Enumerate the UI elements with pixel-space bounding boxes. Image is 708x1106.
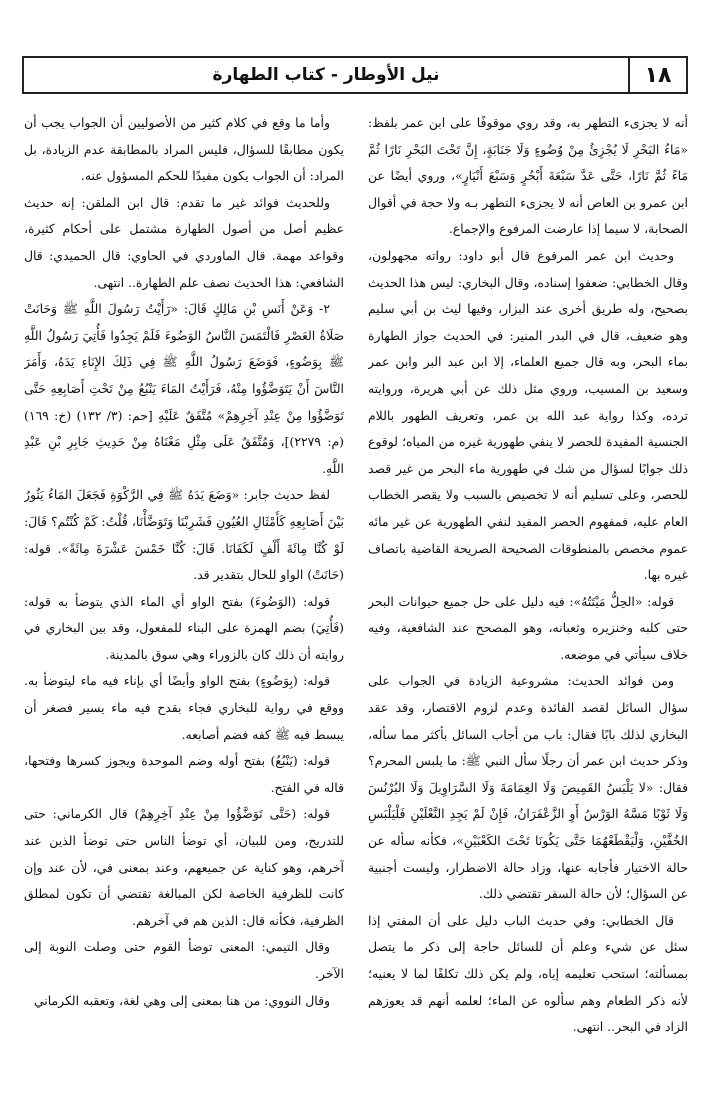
paragraph: لفظ حديث جابر: «وَضَعَ يَدَهُ ﷺ فِي الرَّكْوَةِ فَجَعَلَ المَاءُ يَثُورُ بَيْنَ أَصَابِعِهِ كَأَمْثَالِ العُيُونِ فَشَرِبْنَا وَتَوَضَّأْنَا، قُلْتُ: كَمْ كُنْتُم؟ قَالَ: لَوْ كُنَّا مِائَةَ أَلْفٍ لَكَفَانَا. قَالَ: كُنَّا خَمْسَ عَشْرَةَ مِائَةً». قوله: (حَانَتْ) الواو للحال بتقدير قد. [24,487,344,583]
paragraph: ومن فوائد الحديث: مشروعية الزيادة في الجواب على سؤال السائل لقصد الفائدة وعدم لزوم الاقتصار، وقد عقد البخاري لذلك بابًا فقال: باب من أجاب السائل بأكثر مما سأله، وذكر حديث ابن عمر أن رجلًا سأل النبي ﷺ: ما يلبس المحرم؟ فقال: «لا يَلْبَسُ القَمِيصَ وَلَا العِمَامَةَ وَلَا السَّرَاوِيلَ وَلَا البُرْنُسَ وَلَا ثَوْبًا مَسَّهُ الوَرْسُ أَوِ الزَّعْفَرَانُ، فَإِنْ لَمْ يَجِدِ النَّعْلَيْنِ فَلْيَلْبَسِ الخُفَّيْنِ، وَلْيَقْطَعْهُمَا حَتَّى يَكُونَا تَحْتَ الكَعْبَيْنِ»، فكأنه سأله عن حالة الاختيار فأجابه عنها، وزاد حالة الاضطرار، وليست أجنبية عن السؤال؛ لأن حالة السفر تقتضي ذلك. [368,673,688,902]
paragraph: أنه لا يجزىء التطهر به، وقد روي موقوفًا على ابن عمر بلفظ: «مَاءُ البَحْرِ لَا يُجْزِئُ مِنْ وُضُوءٍ وَلَا جَنَابَةٍ، إِنَّ تَحْتَ البَحْرِ نَارًا ثُمَّ مَاءً ثُمَّ نَارًا، حَتَّى عَدَّ سَبْعَةَ أَبْحُرٍ وَسَبْعَ أَنْيَارٍ»، وروي أيضًا عن ابن عمرو بن العاص أنه لا يجزىء التطهر بـه ولا حجة في أقوال الصحابة، لا سيما إذا عارضت المرفوع والإجماع. [368,115,688,237]
paragraph: وللحديث فوائد غير ما تقدم: قال ابن الملقن: إنه حديث عظيم أصل من أصول الطهارة مشتمل على أحكام كثيرة، وقواعد مهمة. قال الماوردي في الحاوي: قال الحميدي: قال الشافعي: هذا الحديث نصف علم الطهارة.. انتهى. [24,194,344,290]
paragraph: قوله: (يَنْبُعُ) بفتح أوله وضم الموحدة ويجوز كسرها وفتحها، قاله في الفتح. [24,753,344,795]
paragraph: وقال النووي: من هنا بمعنى إلى وهي لغة، وتعقبه الكرماني [33,992,330,1008]
paragraph: قوله: (بِوَضُوءٍ) بفتح الواو وأيضًا أي بإناء فيه ماء ليتوضأ به. ووقع في رواية للبخاري فجاء بقدح فيه ماء يسير فصغر أن يبسط فيه ﷺ كفه فضم أصابعه. [24,673,344,742]
running-title: نيل الأوطار - كتاب الطهارة [212,65,440,85]
paragraph: قوله: «الحِلُّ مَيْتَتُهُ»: فيه دليل على حل جميع حيوانات البحر حتى كلبه وخنزيره وثعبانه، وهو المصحح عند الشافعية، وفيه خلاف سيأتي في موضعه. [368,593,688,662]
paragraph: قوله: (الوَضُوءَ) بفتح الواو أي الماء الذي يتوضأ به قوله: (فَأُتِيَ) بضم الهمزة على البناء للمفعول، وقد بين البخاري في روايته أن ذلك كان بالزوراء وهي سوق بالمدينة. [24,593,344,662]
page-number: ١٨ [628,58,686,92]
paragraph: قوله: (حَتَّى تَوَضَّؤُوا مِنْ عِنْدِ آخِرِهِمْ) قال الكرماني: حتى للتدريج، ومن للبيان، أي توضأ الناس حتى توضأ الذين عند آخرهم، وهو كناية عن جميعهم، وعند بمعنى في، لأن عند وإن كانت للظرفية الخاصة لكن المبالغة تقتضي أن تكون لمطلق الظرفية، فكأنه قال: الذين هم في آخرهم. [24,806,344,928]
paragraph: قال الخطابي: وفي حديث الباب دليل على أن المفتي إذا سئل عن شيء وعلم أن للسائل حاجة إلى ذكر ما يتصل بمسألته؛ استحب تعليمه إياه، ولم يكن ذلك تكلفًا لما لا يعنيه؛ لأنه ذكر الطعام وهم سألوه عن الماء؛ لعلمه أنهم قد يعوزهم الزاد في البحر.. انتهى. [368,912,688,1035]
running-header [22,56,688,94]
left-text-column [24,110,344,1095]
paragraph: وأما ما وقع في كلام كثير من الأصوليين أن الجواب يجب أن يكون مطابقًا للسؤال، فليس المراد بالمطابقة عدم الزيادة، بل المراد: أن الجواب يكون مفيدًا للحكم المسؤول عنه. [24,115,344,184]
paragraph: وحديث ابن عمر المرفوع قال أبو داود: رواته مجهولون، وقال الخطابي: ضعفوا إسناده، وقال البخاري: ليس هذا الحديث بصحيح، وله طريق أخرى عند البزار، وفيها ليث بن أبي سليم وهو ضعيف، قال في البدر المنير: في الحديث جواز الطهارة بماء البحر، وبه قال جميع العلماء، إلا ابن عبد البر وابن عمر وسعيد بن المسيب، وروي مثل ذلك عن أبي هريرة، وروايته ترده، وكذا رواية عبد الله بن عمر، وتعريف الطهور باللام الجنسية المفيدة للحصر لا ينفي طهورية غيره من المياه؛ لوقوع ذلك جوابًا لسؤال من شك في طهورية ماء البحر من غير قصد للحصر، وعلى تسليم أنه لا تخصيص بالسبب ولا يقصر الخطاب العام عليه، فمفهوم الحصر المفيد لنفي الطهورية عن غير مائه عموم مخصص بالمنطوقات الصحيحة الصريحة القاضية باتصاف غيره بها. [368,247,688,583]
paragraph: ٢- وَعَنْ أَنَسِ بْنِ مَالِكٍ قَالَ: «رَأَيْتُ رَسُولَ اللَّهِ ﷺ وَحَانَتْ صَلَاةُ العَصْرِ فَالْتَمَسَ النَّاسُ الوَضُوءَ فَلَمْ يَجِدُوا فَأُتِيَ رَسُولُ اللَّهِ ﷺ بِوَضُوءٍ، فَوَضَعَ رَسُولُ اللَّهِ ﷺ فِي ذَلِكَ الإِنَاءِ يَدَهُ، وَأَمَرَ النَّاسَ أَنْ يَتَوَضَّؤُوا مِنْهُ، فَرَأَيْتُ المَاءَ يَنْبُعُ مِنْ تَحْتِ أَصَابِعِهِ حَتَّى تَوَضَّؤُوا مِنْ عِنْدِ آخِرِهِمْ» مُتَّفَقٌ عَلَيْهِ [حم: (٣/ ١٣٢) (خ: ١٦٩) (م: ٢٢٧٩)]، وَمُتَّفَقٌ عَلَى مِثْلِ مَعْنَاهُ مِنْ حَدِيثِ جَابِرِ بْنِ عَبْدِ اللَّهِ. [24,301,344,476]
right-text-column [368,110,688,1095]
paragraph: وقال التيمي: المعنى توضأ القوم حتى وصلت النوبة إلى الآخر. [24,939,344,981]
